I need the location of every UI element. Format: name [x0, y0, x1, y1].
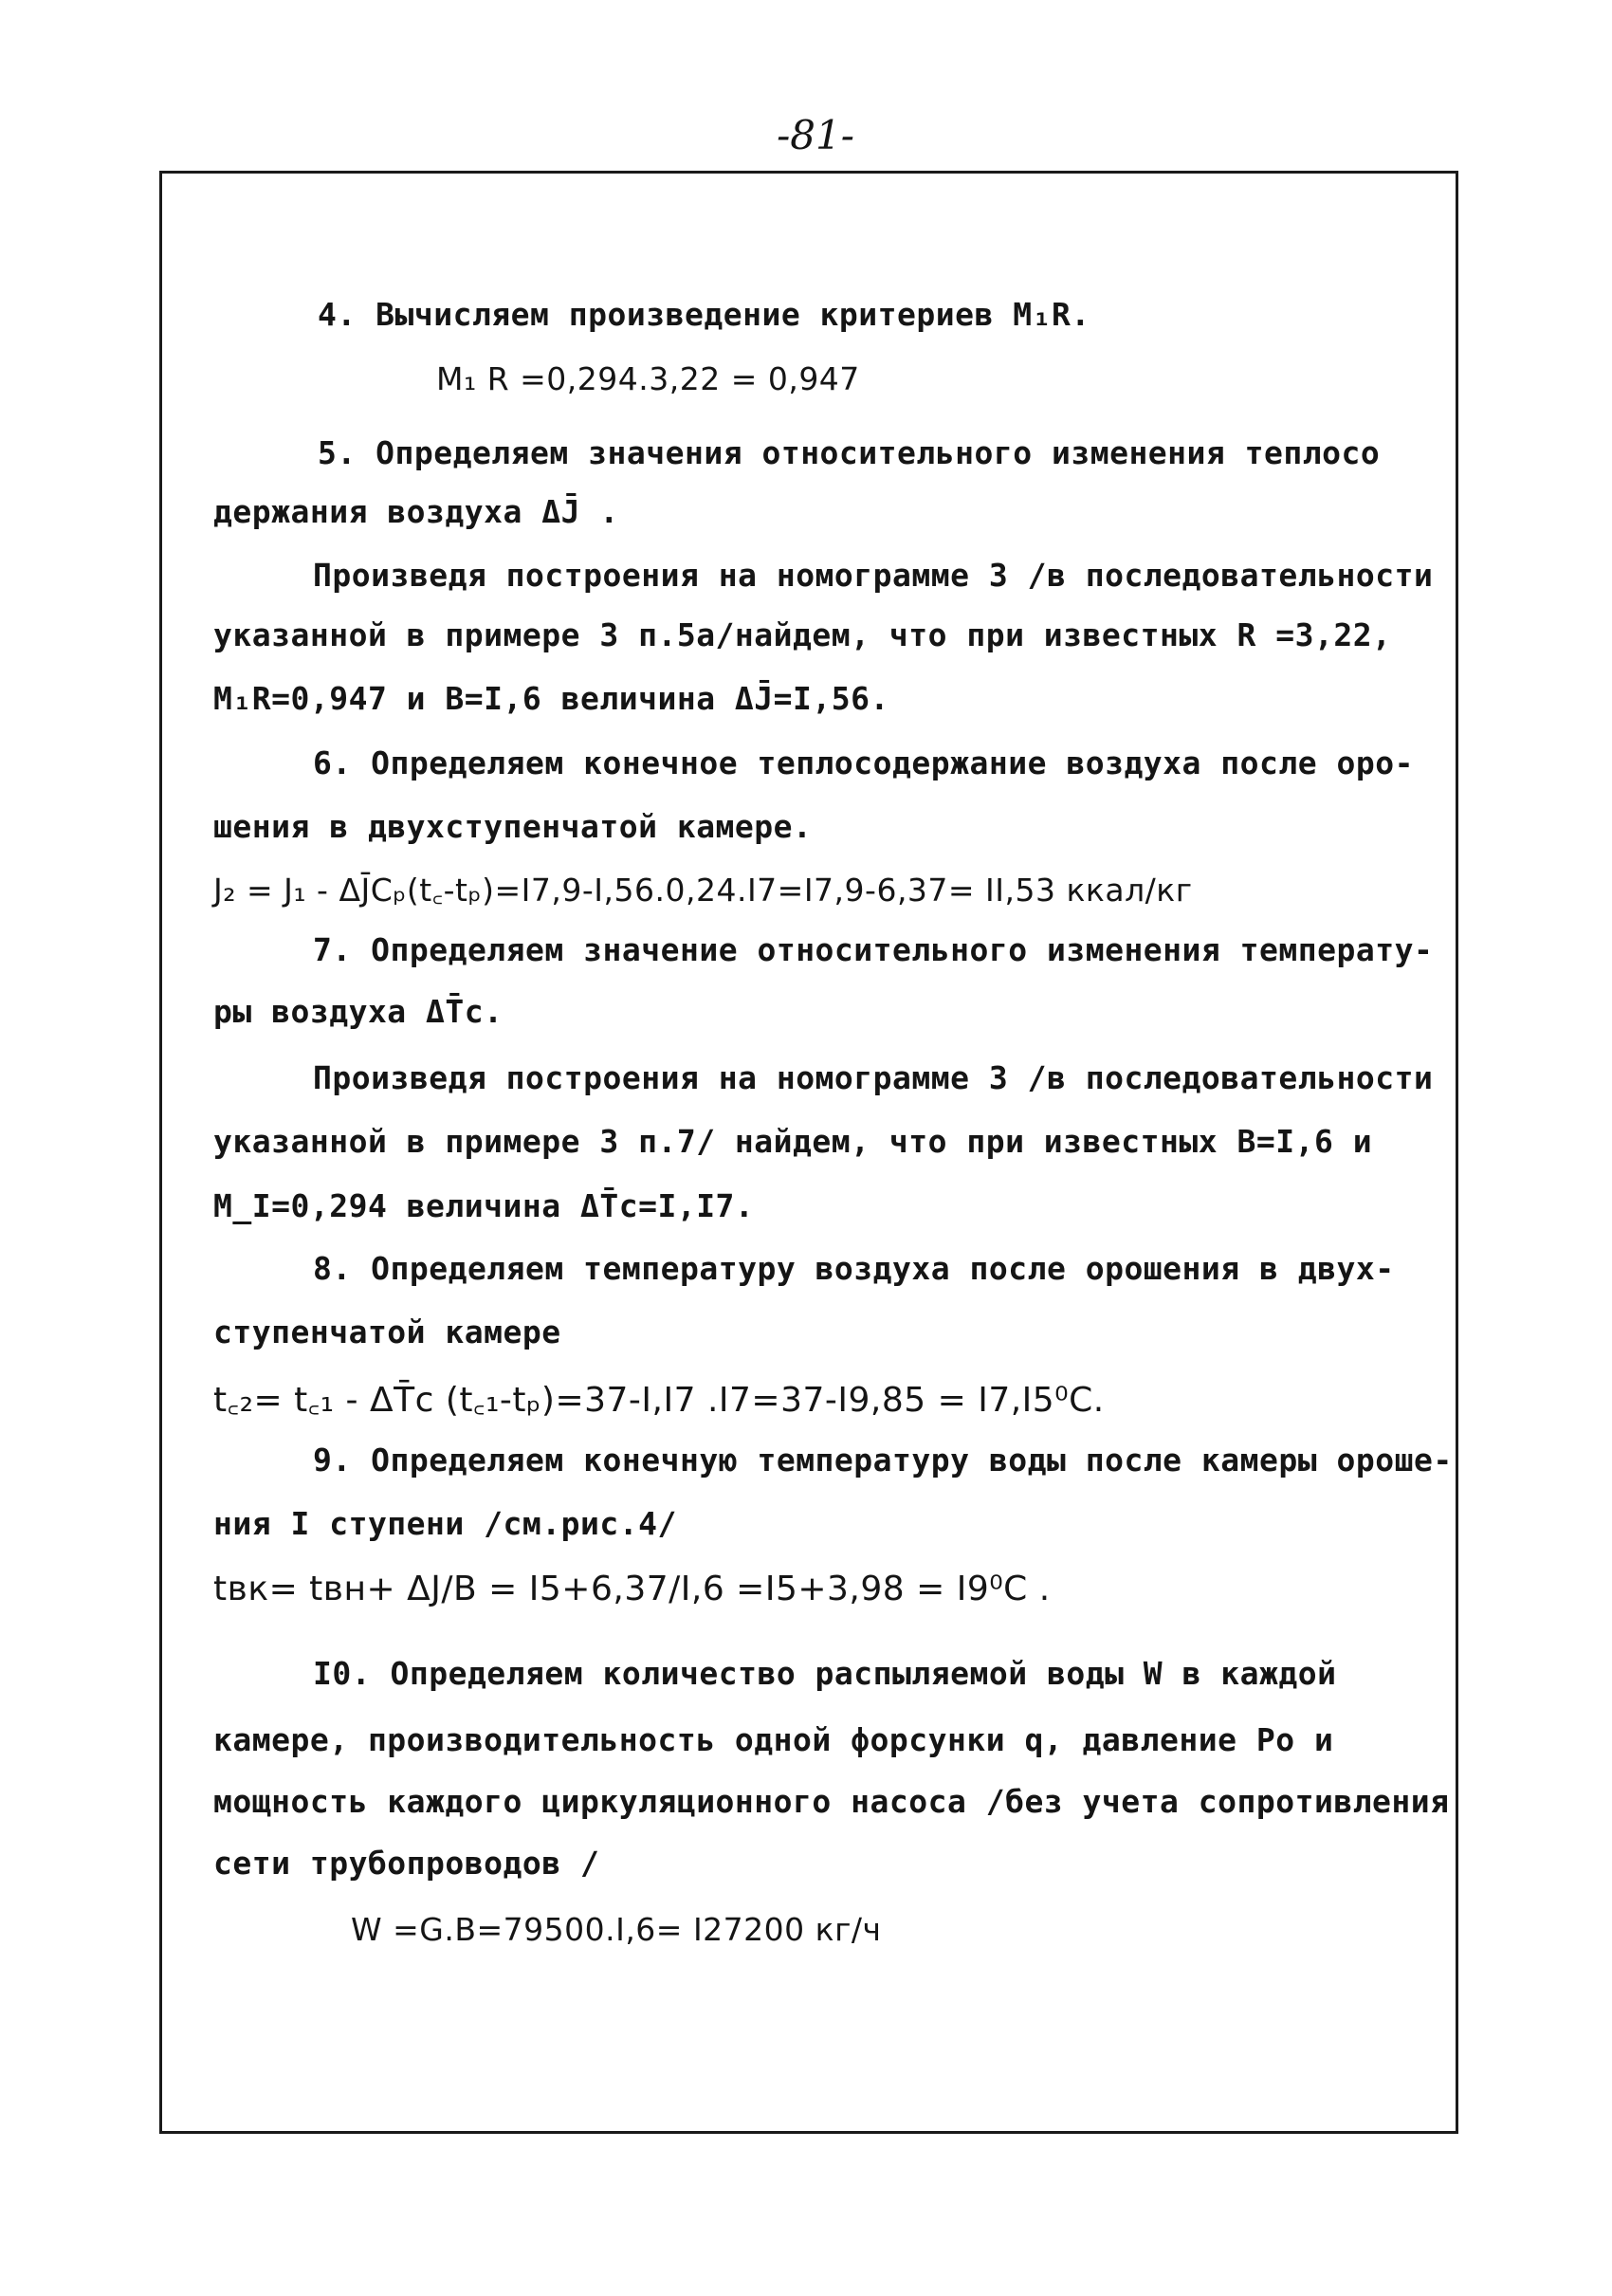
text-line: 5. Определяем значения относительного изменения теплосо [318, 434, 1381, 471]
text-line: держания воздуха ΔJ̄ . [213, 493, 619, 530]
text-line: 4. Вычисляем произведение критериев M₁R. [318, 296, 1090, 333]
formula-line: W =G.В=79500.I,6= I27200 кг/ч [351, 1911, 882, 1948]
text-line: ния I ступени /см.рис.4/ [213, 1505, 677, 1542]
text-line: ступенчатой камере [213, 1313, 561, 1350]
text-line: 9. Определяем конечную температуру воды после камеры ороше- [313, 1442, 1453, 1479]
formula-line: M₁ R =0,294.3,22 = 0,947 [436, 360, 860, 397]
text-line: мощность каждого циркуляционного насоса /без учета сопротивления [213, 1783, 1450, 1820]
text-line: камере, производительность одной форсунки q, давление Ро и [213, 1721, 1334, 1758]
text-line: 6. Определяем конечное теплосодержание воздуха после оро- [313, 744, 1414, 781]
text-line: указанной в примере 3 п.7/ найдем, что при известных В=I,6 и [213, 1123, 1373, 1160]
text-line: ры воздуха ΔT̄с. [213, 993, 504, 1030]
text-line: указанной в примере 3 п.5а/найдем, что при известных R =3,22, [213, 616, 1392, 653]
text-line: шения в двухступенчатой камере. [213, 808, 813, 845]
text-line: I0. Определяем количество распыляемой воды W в каждой [313, 1655, 1337, 1692]
text-line: Произведя построения на номограмме 3 /в последовательности [313, 1059, 1434, 1096]
text-line: сети трубопроводов / [213, 1845, 600, 1882]
page-number: -81- [777, 112, 854, 158]
formula-line: t꜀₂= t꜀₁ - ΔT̄с (t꜀₁-tₚ)=37-I,I7 .I7=37-I9,85 = I7,I5⁰С. [213, 1381, 1105, 1420]
text-line: 8. Определяем температуру воздуха после орошения в двух- [313, 1250, 1395, 1287]
text-line: M_I=0,294 величина ΔT̄с=I,I7. [213, 1187, 755, 1224]
text-line: 7. Определяем значение относительного изменения температу- [313, 931, 1434, 968]
text-line: M₁R=0,947 и В=I,6 величина ΔJ̄=I,56. [213, 680, 889, 717]
text-line: Произведя построения на номограмме 3 /в последовательности [313, 557, 1434, 594]
formula-line: J₂ = J₁ - ΔJ̄Cₚ(t꜀-tₚ)=I7,9-I,56.0,24.I7=I7,9-6,37= II,53 ккал/кг [213, 872, 1193, 909]
formula-line: tвк= tвн+ ΔJ/В = I5+6,37/I,6 =I5+3,98 = I9⁰С . [213, 1570, 1051, 1608]
